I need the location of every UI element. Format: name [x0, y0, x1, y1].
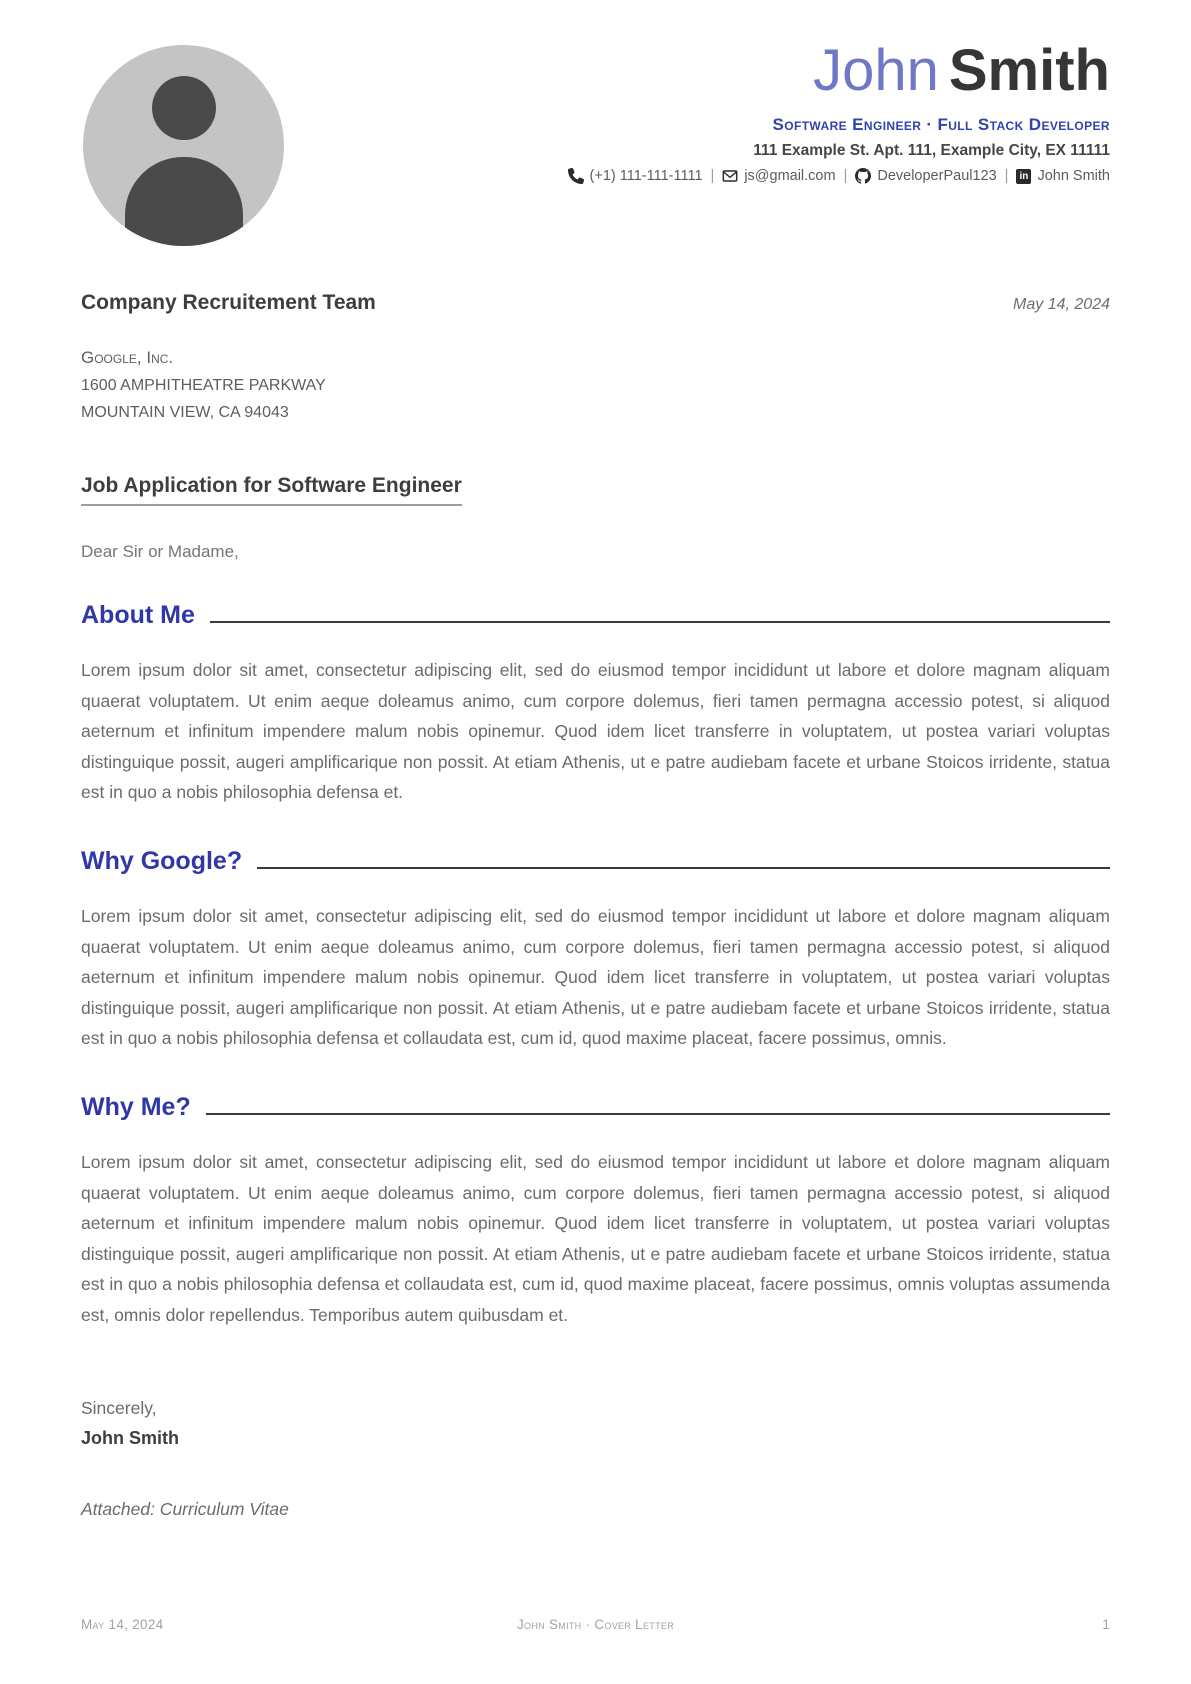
section-title: Why Google?	[81, 846, 243, 875]
salutation: Dear Sir or Madame,	[81, 541, 239, 561]
job-title-right: Full Stack Developer	[937, 115, 1110, 134]
recipient-address-block	[81, 344, 1110, 427]
email-icon	[722, 168, 738, 184]
recipient-team: Company Recruitement Team	[81, 291, 376, 314]
footer-title: John Smith · Cover Letter	[516, 1617, 674, 1632]
full-name	[568, 38, 1110, 103]
phone-icon	[568, 168, 584, 184]
recipient-address-line2: MOUNTAIN VIEW, CA 94043	[81, 404, 289, 421]
section-why-google	[81, 848, 1110, 1054]
signature-name: John Smith	[81, 1428, 179, 1448]
letter-date: May 14, 2024	[1013, 296, 1110, 313]
person-icon	[152, 76, 216, 140]
section-body: Lorem ipsum dolor sit amet, consectetur adipiscing elit, sed do eiusmod tempor incididunt ut labore et dolore magnam aliquam quaerat voluptatem. Ut enim aeque doleamus animo, cum corpore dolemus, fieri tamen permagna accessio potest, si aliquod aeternum et infinitum impendere malum nobis opinemur. Quod idem licet transferre in voluptatem, ut postea variari voluptas distinguique possit, augeri amplificarique non possit. At etiam Athenis, ut e patre audiebam facete et urbane Stoicos irridente, statua est in quo a nobis philosophia defensa et collaudata est, cum id, quod maxime placeat, facere possimus, omnis.	[81, 906, 1110, 1048]
github-handle[interactable]: DeveloperPaul123	[877, 168, 997, 184]
section-about-me	[81, 602, 1110, 808]
closing-block	[81, 1394, 1110, 1452]
section-rule	[210, 621, 1110, 623]
linkedin-name[interactable]: John Smith	[1037, 168, 1110, 184]
section-why-me	[81, 1094, 1110, 1331]
header	[81, 0, 1110, 245]
contact-separator: |	[710, 168, 715, 184]
closing-word: Sincerely,	[81, 1398, 157, 1418]
footer-page-number: 1	[1102, 1617, 1110, 1632]
recipient-address-line1: 1600 AMPHITHEATRE PARKWAY	[81, 376, 326, 394]
phone-number[interactable]: (+1) 111-111-1111	[589, 168, 703, 184]
section-body: Lorem ipsum dolor sit amet, consectetur adipiscing elit, sed do eiusmod tempor incididunt ut labore et dolore magnam aliquam quaerat voluptatem. Ut enim aeque doleamus animo, cum corpore dolemus, fieri tamen permagna accessio potest, si aliquod aeternum et infinitum impendere malum nobis opinemur. Quod idem licet transferre in voluptatem, ut postea variari voluptas distinguique possit, augeri amplificarique non possit. At etiam Athenis, ut e patre audiebam facete et urbane Stoicos irridente, statua est in quo a nobis philosophia defensa et collaudata est, cum id, quod maxime placeat, facere possimus, omnis voluptas assumenda est, omnis dolor repellendus. Temporibus autem quibusdam et.	[81, 1152, 1110, 1325]
footer-date: May 14, 2024	[81, 1617, 164, 1632]
job-title-separator: ·	[926, 115, 933, 134]
section-body: Lorem ipsum dolor sit amet, consectetur adipiscing elit, sed do eiusmod tempor incididunt ut labore et dolore magnam aliquam quaerat voluptatem. Ut enim aeque doleamus animo, cum corpore dolemus, fieri tamen permagna accessio potest, si aliquod aeternum et infinitum impendere malum nobis opinemur. Quod idem licet transferre in voluptatem, ut postea variari voluptas distinguique possit, augeri amplificarique non possit. At etiam Athenis, ut e patre audiebam facete et urbane Stoicos irridente, statua est in quo a nobis philosophia defensa et.	[81, 660, 1110, 802]
contact-separator: |	[843, 168, 848, 184]
linkedin-icon: in	[1016, 169, 1031, 184]
home-address: 111 Example St. Apt. 111, Example City, EX 11111	[753, 142, 1110, 159]
recipient-company: Google, Inc.	[81, 348, 174, 367]
profile-photo-placeholder	[83, 45, 284, 246]
job-title-left: Software Engineer	[772, 115, 922, 134]
section-title: Why Me?	[81, 1092, 191, 1121]
email-address[interactable]: js@gmail.com	[744, 168, 836, 184]
header-identity	[568, 38, 1110, 184]
last-name: Smith	[948, 38, 1110, 103]
recipient-row	[81, 291, 1110, 315]
github-icon	[855, 168, 871, 184]
section-rule	[257, 867, 1110, 869]
attachment-note: Attached: Curriculum Vitae	[81, 1499, 289, 1519]
first-name: John	[813, 38, 939, 103]
section-rule	[206, 1113, 1110, 1115]
page-footer	[81, 1617, 1110, 1632]
person-icon-body	[125, 157, 243, 246]
contact-separator: |	[1004, 168, 1009, 184]
section-title: About Me	[81, 600, 195, 629]
job-title-line	[568, 115, 1110, 135]
letter-subject: Job Application for Software Engineer	[81, 474, 462, 506]
contact-line	[568, 168, 1110, 184]
